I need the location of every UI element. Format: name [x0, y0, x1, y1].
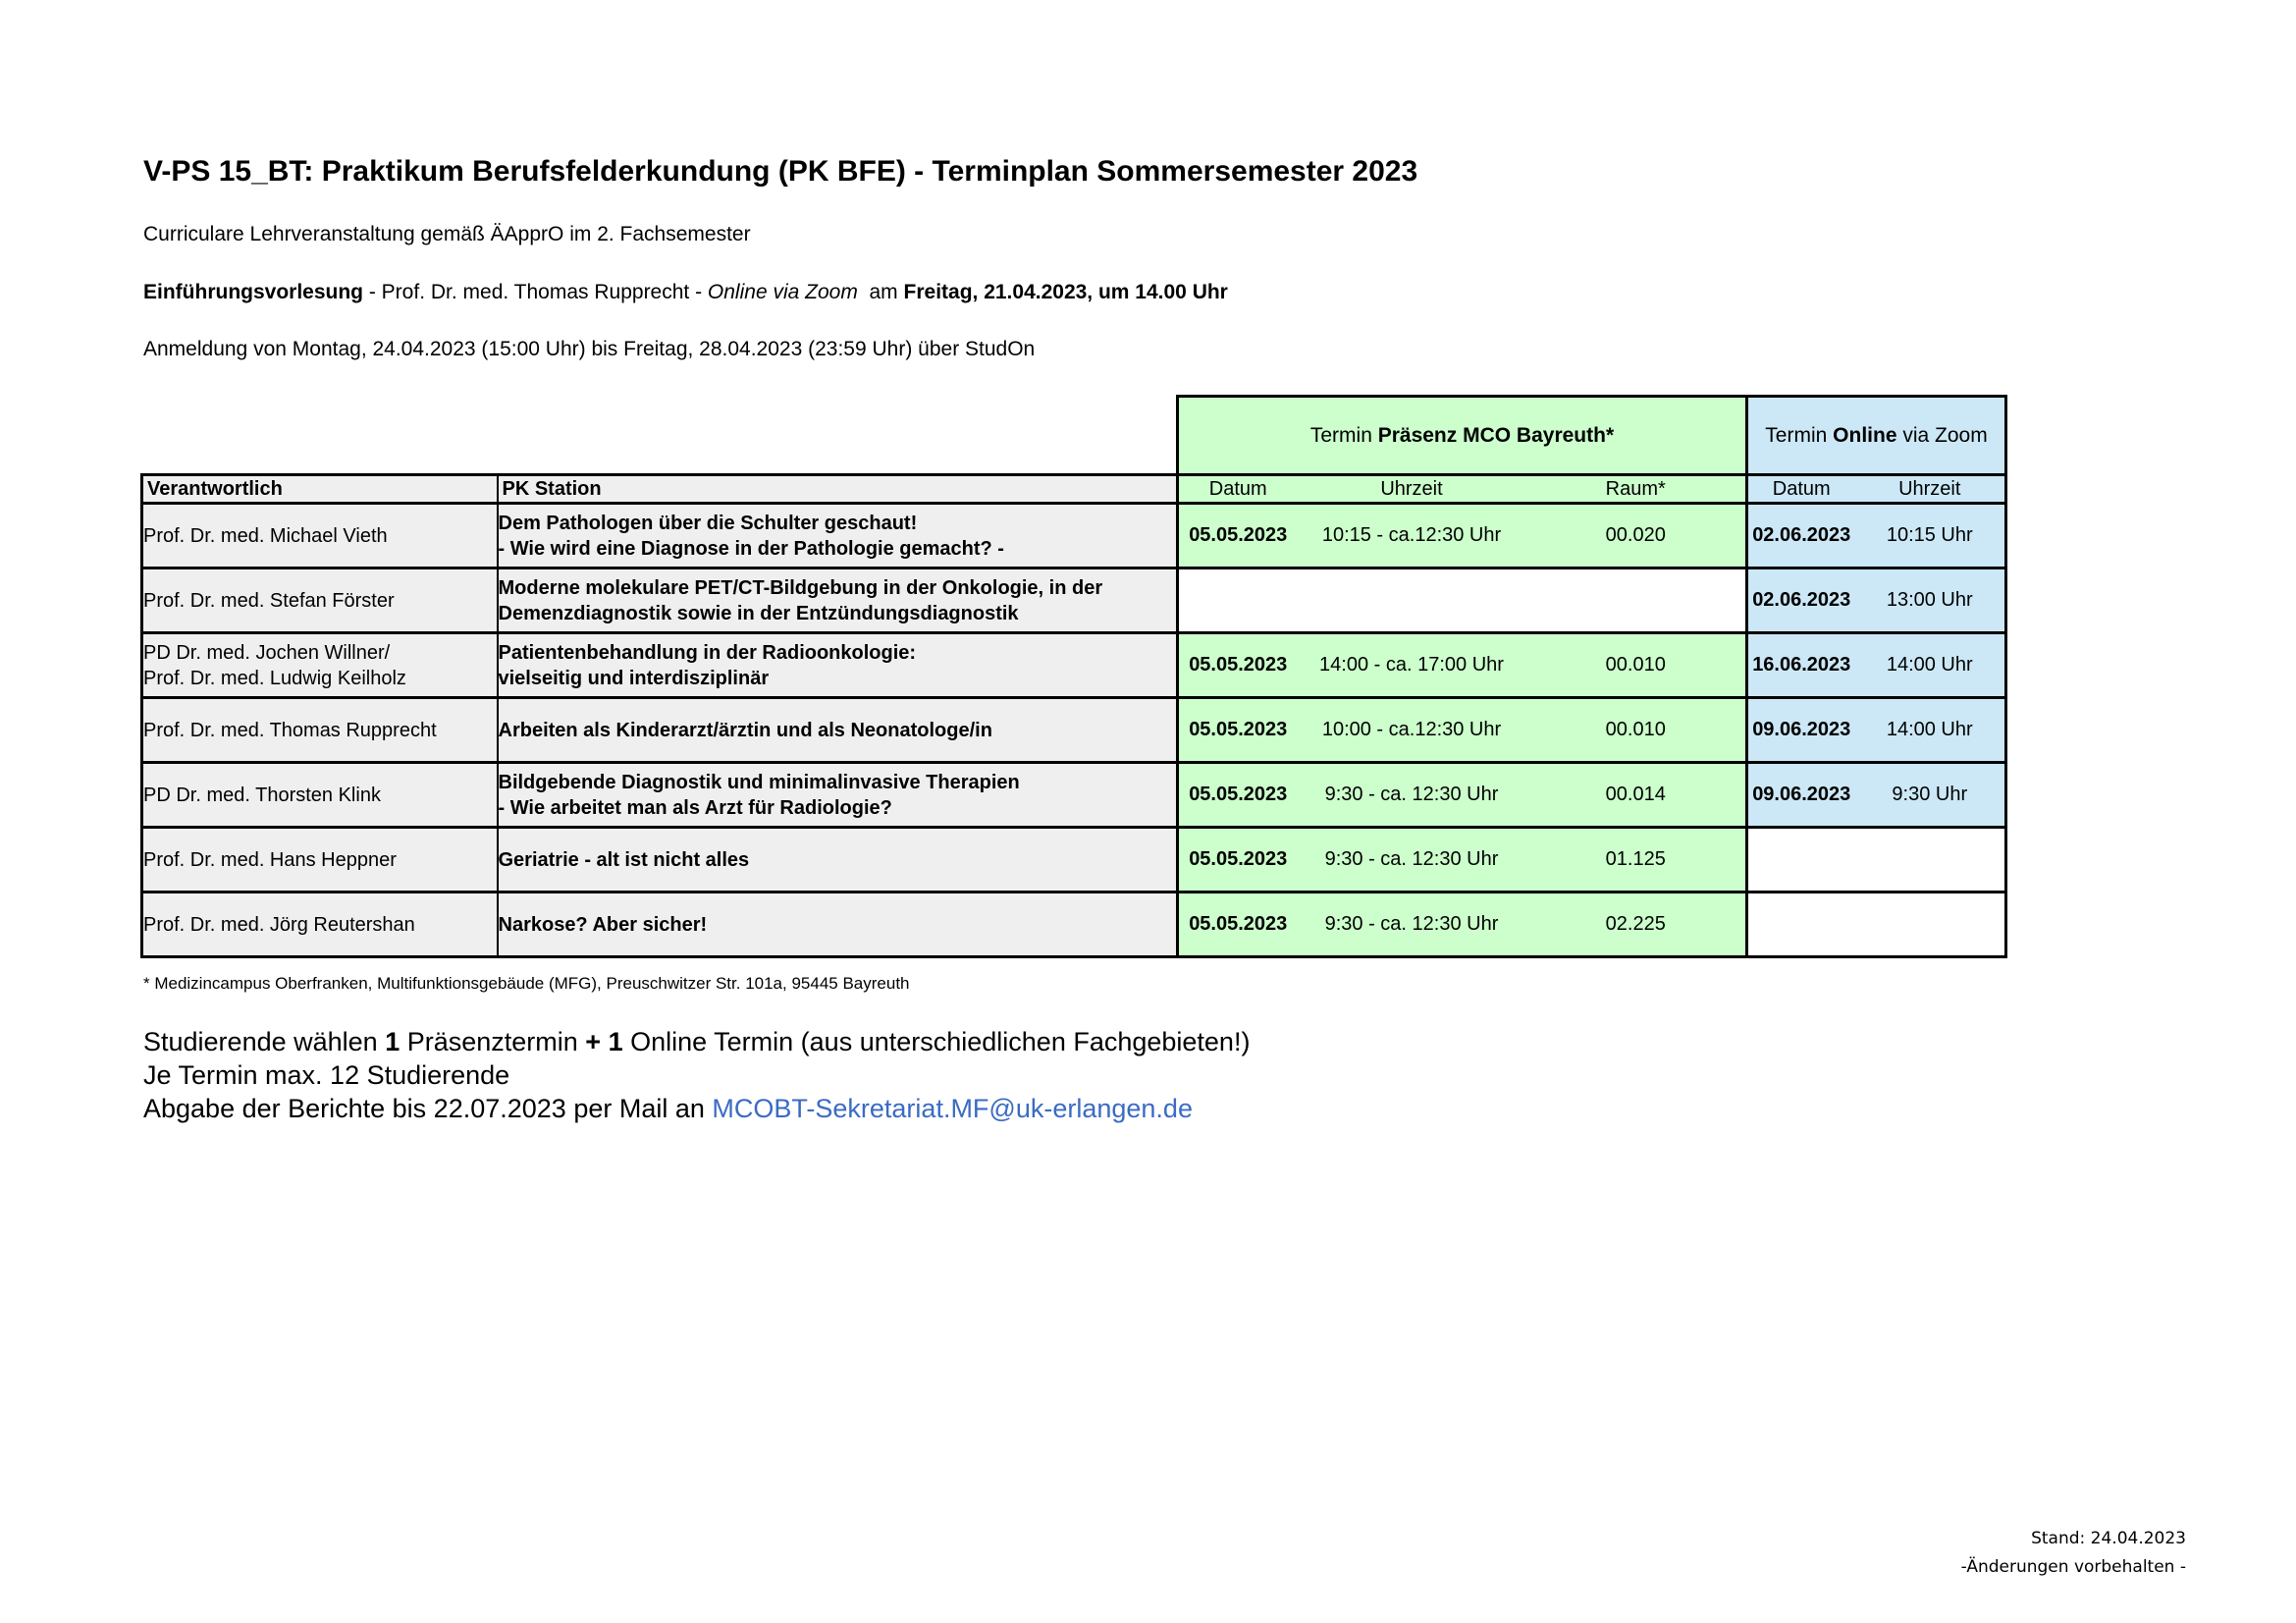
- cell-praesenz-date: 05.05.2023: [1178, 633, 1298, 698]
- schedule-table: [140, 395, 2007, 958]
- cell-praesenz-time: [1298, 568, 1526, 633]
- col-header-station: PK Station: [498, 475, 1178, 504]
- cell-online-date: 02.06.2023: [1747, 504, 1855, 568]
- cell-online-time: 14:00 Uhr: [1855, 698, 2006, 763]
- cell-praesenz-room: 02.225: [1526, 893, 1747, 957]
- page-title: V-PS 15_BT: Praktikum Berufsfelderkundung (PK BFE) - Terminplan Sommersemester 2023: [143, 155, 1418, 188]
- cell-station: Narkose? Aber sicher!: [498, 893, 1178, 957]
- table-row: [142, 568, 2006, 633]
- cell-praesenz-room: 00.020: [1526, 504, 1747, 568]
- col-header-praesenz-time: Uhrzeit: [1298, 475, 1526, 504]
- cell-praesenz-room: 00.010: [1526, 633, 1747, 698]
- cell-praesenz-room: 00.010: [1526, 698, 1747, 763]
- cell-responsible: Prof. Dr. med. Jörg Reutershan: [142, 893, 498, 957]
- email-link[interactable]: MCOBT-Sekretariat.MF@uk-erlangen.de: [712, 1094, 1193, 1123]
- cell-responsible: Prof. Dr. med. Hans Heppner: [142, 828, 498, 893]
- cell-praesenz-time: 10:15 - ca.12:30 Uhr: [1298, 504, 1526, 568]
- note-capacity: Je Termin max. 12 Studierende: [143, 1060, 510, 1090]
- intro-mode: Online via Zoom: [707, 281, 858, 303]
- footnote: * Medizincampus Oberfranken, Multifunktionsgebäude (MFG), Preuschwitzer Str. 101a, 95445 Bayreuth: [143, 974, 910, 993]
- cell-praesenz-date: 05.05.2023: [1178, 504, 1298, 568]
- cell-praesenz-time: 9:30 - ca. 12:30 Uhr: [1298, 893, 1526, 957]
- cell-praesenz-room: [1526, 568, 1747, 633]
- cell-responsible: Prof. Dr. med. Thomas Rupprecht: [142, 698, 498, 763]
- intro-lecture: [143, 281, 1228, 304]
- cell-praesenz-date: 05.05.2023: [1178, 698, 1298, 763]
- cell-responsible: PD Dr. med. Jochen Willner/ Prof. Dr. med. Ludwig Keilholz: [142, 633, 498, 698]
- cell-online-time: [1855, 893, 2006, 957]
- col-header-online-date: Datum: [1747, 475, 1855, 504]
- table-row: [142, 763, 2006, 828]
- registration-info: Anmeldung von Montag, 24.04.2023 (15:00 Uhr) bis Freitag, 28.04.2023 (23:59 Uhr) über StudOn: [143, 338, 1036, 360]
- cell-online-time: 10:15 Uhr: [1855, 504, 2006, 568]
- cell-responsible: PD Dr. med. Thorsten Klink: [142, 763, 498, 828]
- note-submission: Abgabe der Berichte bis 22.07.2023 per Mail an MCOBT-Sekretariat.MF@uk-erlangen.de: [143, 1094, 1193, 1123]
- intro-am: am: [857, 281, 904, 303]
- col-header-praesenz-date: Datum: [1178, 475, 1298, 504]
- cell-praesenz-date: 05.05.2023: [1178, 893, 1298, 957]
- cell-station: Moderne molekulare PET/CT-Bildgebung in der Onkologie, in der Demenzdiagnostik sowie in der Entzündungsdiagnostik: [498, 568, 1178, 633]
- cell-praesenz-time: 9:30 - ca. 12:30 Uhr: [1298, 828, 1526, 893]
- cell-online-date: [1747, 893, 1855, 957]
- table-row: [142, 633, 2006, 698]
- group-praesenz-header: Termin Präsenz MCO Bayreuth*: [1178, 397, 1747, 475]
- table-row: [142, 504, 2006, 568]
- status-block: [1961, 1525, 2186, 1582]
- cell-praesenz-time: 10:00 - ca.12:30 Uhr: [1298, 698, 1526, 763]
- cell-online-date: 02.06.2023: [1747, 568, 1855, 633]
- cell-online-time: [1855, 828, 2006, 893]
- table-row: [142, 893, 2006, 957]
- cell-station: Bildgebende Diagnostik und minimalinvasive Therapien - Wie arbeitet man als Arzt für Radiologie?: [498, 763, 1178, 828]
- cell-responsible: Prof. Dr. med. Michael Vieth: [142, 504, 498, 568]
- cell-online-time: 14:00 Uhr: [1855, 633, 2006, 698]
- cell-praesenz-time: 9:30 - ca. 12:30 Uhr: [1298, 763, 1526, 828]
- note-selection: Studierende wählen 1 Präsenztermin + 1 Online Termin (aus unterschiedlichen Fachgebieten!): [143, 1027, 1251, 1056]
- table-row: [142, 698, 2006, 763]
- cell-online-date: 16.06.2023: [1747, 633, 1855, 698]
- cell-online-date: 09.06.2023: [1747, 698, 1855, 763]
- col-header-praesenz-room: Raum*: [1526, 475, 1747, 504]
- group-header-row: [142, 397, 2006, 475]
- group-online-header: Termin Online via Zoom: [1747, 397, 2006, 475]
- intro-date: Freitag, 21.04.2023, um 14.00 Uhr: [903, 281, 1228, 303]
- cell-praesenz-date: 05.05.2023: [1178, 763, 1298, 828]
- table-row: [142, 828, 2006, 893]
- col-header-responsible: Verantwortlich: [142, 475, 498, 504]
- cell-praesenz-room: 01.125: [1526, 828, 1747, 893]
- disclaimer: -Änderungen vorbehalten -: [1960, 1557, 2186, 1577]
- cell-station: Geriatrie - alt ist nicht alles: [498, 828, 1178, 893]
- intro-speaker: - Prof. Dr. med. Thomas Rupprecht -: [363, 281, 708, 303]
- intro-label: Einführungsvorlesung: [143, 281, 364, 303]
- cell-praesenz-date: 05.05.2023: [1178, 828, 1298, 893]
- cell-online-time: 13:00 Uhr: [1855, 568, 2006, 633]
- cell-praesenz-time: 14:00 - ca. 17:00 Uhr: [1298, 633, 1526, 698]
- subtitle: Curriculare Lehrveranstaltung gemäß ÄApprO im 2. Fachsemester: [143, 223, 751, 245]
- cell-station: Dem Pathologen über die Schulter geschaut! - Wie wird eine Diagnose in der Pathologie gemacht? -: [498, 504, 1178, 568]
- cell-praesenz-room: 00.014: [1526, 763, 1747, 828]
- col-header-online-time: Uhrzeit: [1855, 475, 2006, 504]
- cell-online-time: 9:30 Uhr: [1855, 763, 2006, 828]
- cell-station: Patientenbehandlung in der Radioonkologie: vielseitig und interdisziplinär: [498, 633, 1178, 698]
- stand-date: Stand: 24.04.2023: [2031, 1529, 2186, 1548]
- cell-online-date: [1747, 828, 1855, 893]
- cell-responsible: Prof. Dr. med. Stefan Förster: [142, 568, 498, 633]
- column-header-row: [142, 475, 2006, 504]
- cell-praesenz-date: [1178, 568, 1298, 633]
- cell-station: Arbeiten als Kinderarzt/ärztin und als Neonatologe/in: [498, 698, 1178, 763]
- cell-online-date: 09.06.2023: [1747, 763, 1855, 828]
